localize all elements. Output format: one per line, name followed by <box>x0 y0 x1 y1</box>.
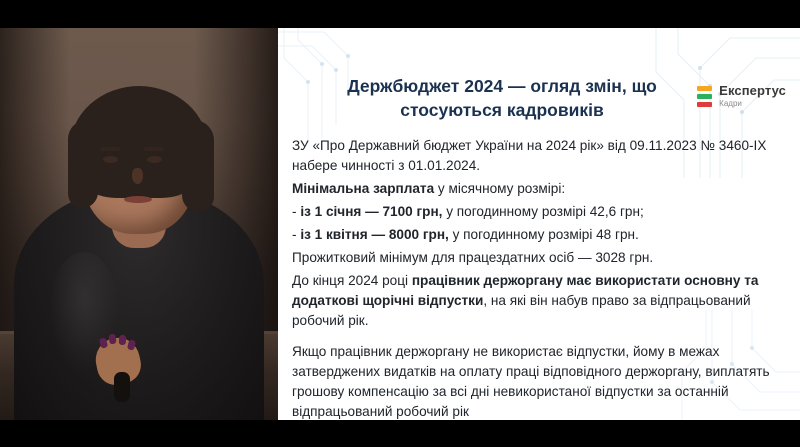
slide-body <box>292 136 788 420</box>
presenter-brow-right <box>144 147 164 151</box>
fingernail <box>108 334 116 345</box>
slide-text: , на які він набув право за відпрацьований робочий рік. <box>292 292 751 328</box>
slide-paragraph <box>292 248 788 268</box>
logo-mark-icon <box>697 84 712 107</box>
slide-text: Якщо працівник держоргану не використає відпустки, йому в межах затверджених видатків на оплату праці відповідного держоргану, виплатять грошову компенсацію за всі дні невикористаної відпустки за останній відпрацьований робочий рік <box>292 343 770 419</box>
slide-text: у місячному розмірі: <box>434 180 566 196</box>
slide-text: у погодинному розмірі 48 грн. <box>448 226 639 242</box>
slide-text: До кінця 2024 році <box>292 272 412 288</box>
slide-text: - <box>292 226 301 242</box>
presenter-hair-left <box>68 120 98 208</box>
slide-text-emphasis: із 1 квітня — 8000 грн, <box>300 226 449 242</box>
slide-panel[interactable] <box>278 28 800 420</box>
slide-paragraph <box>292 179 788 199</box>
slide-text: ЗУ «Про Державний бюджет України на 2024 рік» від 09.11.2023 № 3460-IX набере чинності з 01.01.2024. <box>292 138 767 173</box>
presenter-hair-right <box>182 120 214 212</box>
slide-paragraph <box>292 342 788 420</box>
slide-paragraph <box>292 225 788 245</box>
slide-text: Прожитковий мінімум для працездатних осіб — 3028 грн. <box>292 249 654 265</box>
presenter-mouth <box>124 196 152 203</box>
microphone <box>114 372 130 402</box>
slide-paragraph <box>292 136 788 176</box>
letterbox-top <box>0 0 800 28</box>
slide-text: у погодинному розмірі 42,6 грн; <box>442 203 644 219</box>
slide-text: - <box>292 203 301 219</box>
presenter-eye-right <box>147 156 162 163</box>
slide-title: Держбюджет 2024 — огляд змін, що стосуються кадровиків <box>347 76 657 121</box>
presenter-nose <box>132 168 143 184</box>
brand-logo <box>697 84 786 108</box>
presenter-video[interactable] <box>0 28 278 420</box>
presenter-brow-left <box>100 147 120 151</box>
fingernail <box>119 335 127 345</box>
logo-subtitle: Кадри <box>719 98 742 108</box>
letterbox-bottom <box>0 420 800 447</box>
slide-text-emphasis: із 1 січня — 7100 грн, <box>300 203 443 219</box>
slide-text-emphasis: Мінімальна зарплата <box>292 180 435 196</box>
logo-title: Експертус <box>719 83 786 98</box>
slide-text-emphasis: працівник держоргану має використати основну та додаткові щорічні відпустки <box>292 272 759 308</box>
slide-paragraph <box>292 271 788 331</box>
presenter-eye-left <box>103 156 118 163</box>
slide-paragraph <box>292 202 788 222</box>
